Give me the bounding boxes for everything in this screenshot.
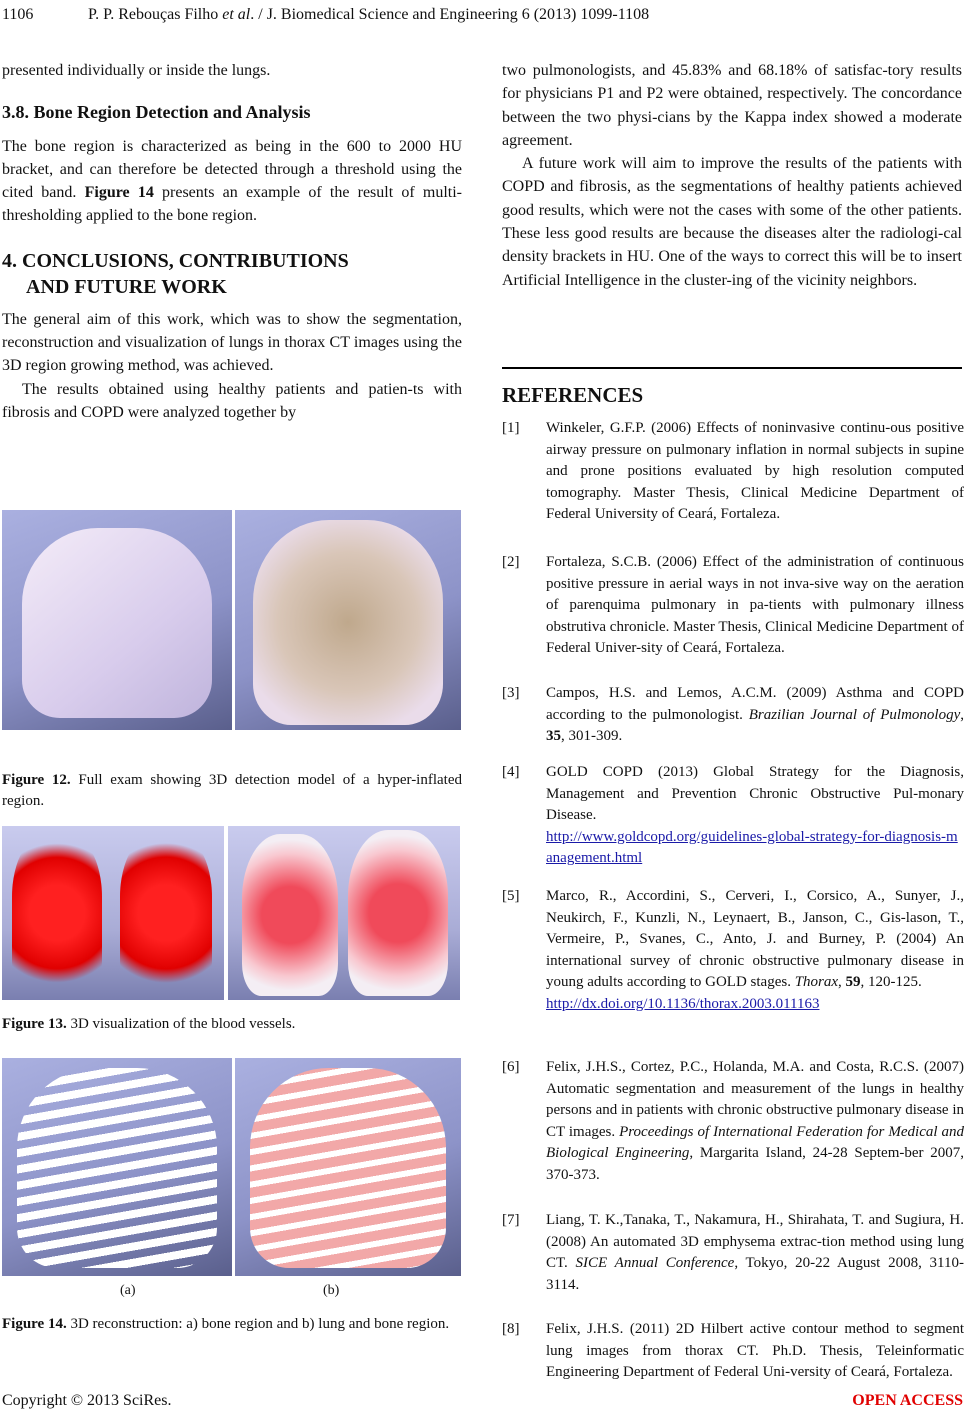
reference-number: [3] [502, 685, 520, 701]
reference-source: Brazilian Journal of Pulmonology [748, 706, 961, 723]
section-divider [502, 367, 962, 369]
vessels-in-lung-render [242, 834, 338, 996]
running-title [88, 6, 649, 24]
reference-item [502, 552, 964, 660]
paragraph: The general aim of this work, which was to show the segmentation, reconstruction and visualization of lungs in thorax CT images using the 3D region growing method, was achieved. [2, 310, 462, 375]
bone-render [17, 1068, 217, 1268]
reference-segment: Marco, R., Accordini, S., Cerveri, I., Corsico, A., Sunyer, J., Neukirch, F., Kunzli, N., Leynaert, B., Janson, C., Gis-lason, T., Vermeire, P., Svanes, C., Anto, J. and Burney, P. (2004) An international survey of chronic obstructive pulmonary disease in young adults according to GOLD stages. [546, 888, 964, 991]
reference-segment: GOLD COPD (2013) Global Strategy for the Diagnosis, Management and Prevention Chronic Obstructive Pul-monary Disease. [546, 764, 964, 824]
caption-text: 3D reconstruction: a) bone region and b) lung and bone region. [66, 1316, 450, 1332]
reference-segment: , [838, 974, 846, 991]
figure-label: Figure 12. [2, 772, 71, 788]
reference-number: [1] [502, 420, 520, 436]
references-heading: REFERENCES [502, 383, 644, 407]
reference-segment: , 120-125. [860, 974, 922, 991]
reference-segment: , Margarita Island, 24-28 Septem-ber 2007, 370-373. [546, 1145, 964, 1183]
reference-item [502, 1319, 964, 1384]
paragraph: A future work will aim to improve the results of the patients with COPD and fibrosis, as the segmentations of healthy patients achieved good results, which were not the cases with some of the other patients. These less good results are because the diseases alter the radiologi-cal density brackets in HU. One of the ways to correct this will be to insert Artificial Intelligence in the cluster-ing of the vicinity neighbors. [502, 155, 962, 289]
reference-item [502, 418, 964, 526]
reference-text [546, 1057, 964, 1187]
paragraph: two pulmonologists, and 45.83% and 68.18% of satisfac-tory results for physicians P1 and P2 were obtained, respectively. The concordance between the two physi-cians by the Kappa index showed a moderate agreement. [502, 62, 962, 149]
figure-14a-image [2, 1058, 232, 1276]
caption-text: 3D visualization of the blood vessels. [66, 1016, 296, 1032]
reference-text [546, 886, 964, 1016]
lung-render [22, 528, 212, 718]
figure-label: Figure 14. [2, 1316, 67, 1332]
reference-segment: Fortaleza, S.C.B. (2006) Effect of the administration of continuous positive pressure in aerial ways in not inva-sive way on the aeration of parenquima pulmonary in pa-tients with pulmonary illness obstrutiva chronicle. Master Thesis, Clinical Medicine Department of Federal Univer-sity of Ceará, Fortaleza. [546, 554, 964, 657]
reference-segment: , Tokyo, 20-22 August 2008, 3110-3114. [546, 1255, 964, 1293]
running-title-authors: P. P. Rebouças Filho [88, 6, 223, 23]
reference-link[interactable]: http://www.goldcopd.org/guidelines-global-strategy-for-diagnosis-management.html [546, 828, 958, 867]
copyright: Copyright © 2013 SciRes. [2, 1392, 172, 1409]
reference-text [546, 418, 964, 526]
subfigure-label-a: (a) [120, 1283, 136, 1298]
reference-number: [4] [502, 764, 520, 780]
reference-segment: Felix, J.H.S., Cortez, P.C., Holanda, M.A. and Costa, R.C.S. (2007) Automatic segmentation and measurement of the lungs in healthy persons and in patients with chronic obstructive pulmonary disease in CT images. [546, 1059, 964, 1140]
section-heading-3-8: 3.8. Bone Region Detection and Analysis [2, 102, 311, 123]
figure-12-caption [2, 770, 462, 812]
subfigure-label-b: (b) [323, 1283, 340, 1298]
figure-14-caption [2, 1314, 462, 1335]
paragraph: presented individually or inside the lungs. [2, 62, 271, 79]
vessels-render [12, 832, 102, 994]
reference-segment: , 301-309. [561, 728, 623, 745]
reference-number: [5] [502, 888, 520, 904]
heading-line: 4. CONCLUSIONS, CONTRIBUTIONS [2, 249, 349, 272]
vessels-render [120, 832, 212, 994]
reference-number: [2] [502, 554, 520, 570]
reference-source: Proceedings of International Federation for Medical and Biological Engineering [546, 1123, 964, 1162]
section-heading-4 [2, 248, 462, 300]
figure-reference: Figure 14 [84, 184, 154, 202]
reference-number: [6] [502, 1059, 520, 1075]
reference-volume: 59 [845, 974, 861, 991]
reference-text [546, 1319, 964, 1384]
reference-volume: 35 [546, 728, 561, 745]
reference-text [546, 552, 964, 660]
reference-segment: Liang, T. K.,Tanaka, T., Nakamura, H., Shirahata, T. and Sugiura, H. (2008) An automated 3D emphysema extrac-tion method using lung CT. [546, 1212, 964, 1272]
reference-segment: Felix, J.H.S. (2011) 2D Hilbert active contour method to segment lung images from thorax CT. Ph.D. Thesis, Teleinformatic Engineering Department of Federal Uni-versity of Ceará, Fortaleza. [546, 1321, 964, 1381]
reference-item [502, 762, 964, 870]
right-column [502, 59, 962, 292]
figure-14b-image [235, 1058, 461, 1276]
left-column [2, 59, 462, 424]
figure-13b-image [228, 826, 460, 1000]
reference-number: [7] [502, 1212, 520, 1228]
reference-segment: , [960, 706, 964, 723]
paragraph: The results obtained using healthy patients and patien-ts with fibrosis and COPD were analyzed together by [2, 380, 462, 421]
heading-line: AND FUTURE WORK [26, 275, 227, 298]
reference-item [502, 1057, 964, 1187]
running-title-etal: et al [222, 6, 251, 23]
lung-render [253, 520, 443, 725]
text: presents an example of the result of multi-thresholding applied to the bone region. [2, 184, 462, 225]
reference-source: SICE Annual Conference [575, 1255, 735, 1272]
reference-segment: Campos, H.S. and Lemos, A.C.M. (2009) Asthma and COPD according to the pulmonologist. [546, 685, 964, 723]
caption-text: Full exam showing 3D detection model of a hyper-inflated region. [2, 772, 462, 809]
reference-link[interactable]: http://dx.doi.org/10.1136/thorax.2003.011163 [546, 995, 820, 1012]
reference-item [502, 1210, 964, 1296]
vessels-in-lung-render [348, 830, 448, 996]
reference-text [546, 762, 964, 870]
open-access-label: OPEN ACCESS [852, 1392, 963, 1409]
figure-12b-image [235, 510, 461, 730]
text: The bone region is characterized as being in the 600 to 2000 HU bracket, and can therefore be detected through a threshold using the cited band. [2, 137, 462, 202]
figure-label: Figure 13. [2, 1016, 67, 1032]
reference-text [546, 683, 964, 748]
running-title-journal: . / J. Biomedical Science and Engineering 6 (2013) 1099-1108 [250, 6, 650, 23]
reference-text [546, 1210, 964, 1296]
reference-item [502, 886, 964, 1016]
reference-item [502, 683, 964, 748]
paragraph [2, 135, 462, 228]
reference-number: [8] [502, 1321, 520, 1337]
figure-13a-image [2, 826, 224, 1000]
reference-segment: Winkeler, G.F.P. (2006) Effects of noninvasive continu-ous positive airway pressure on pulmonary inflation in normal subjects in supine and prone positions evaluated by high resolution computed tomography. Master Thesis, Clinical Medicine Department of Federal University of Ceará, Fortaleza. [546, 420, 964, 523]
figure-12a-image [2, 510, 232, 730]
lung-bone-render [250, 1068, 446, 1268]
reference-source: Thorax [794, 974, 839, 991]
figure-13-caption [2, 1014, 462, 1035]
page-number: 1106 [2, 6, 34, 23]
